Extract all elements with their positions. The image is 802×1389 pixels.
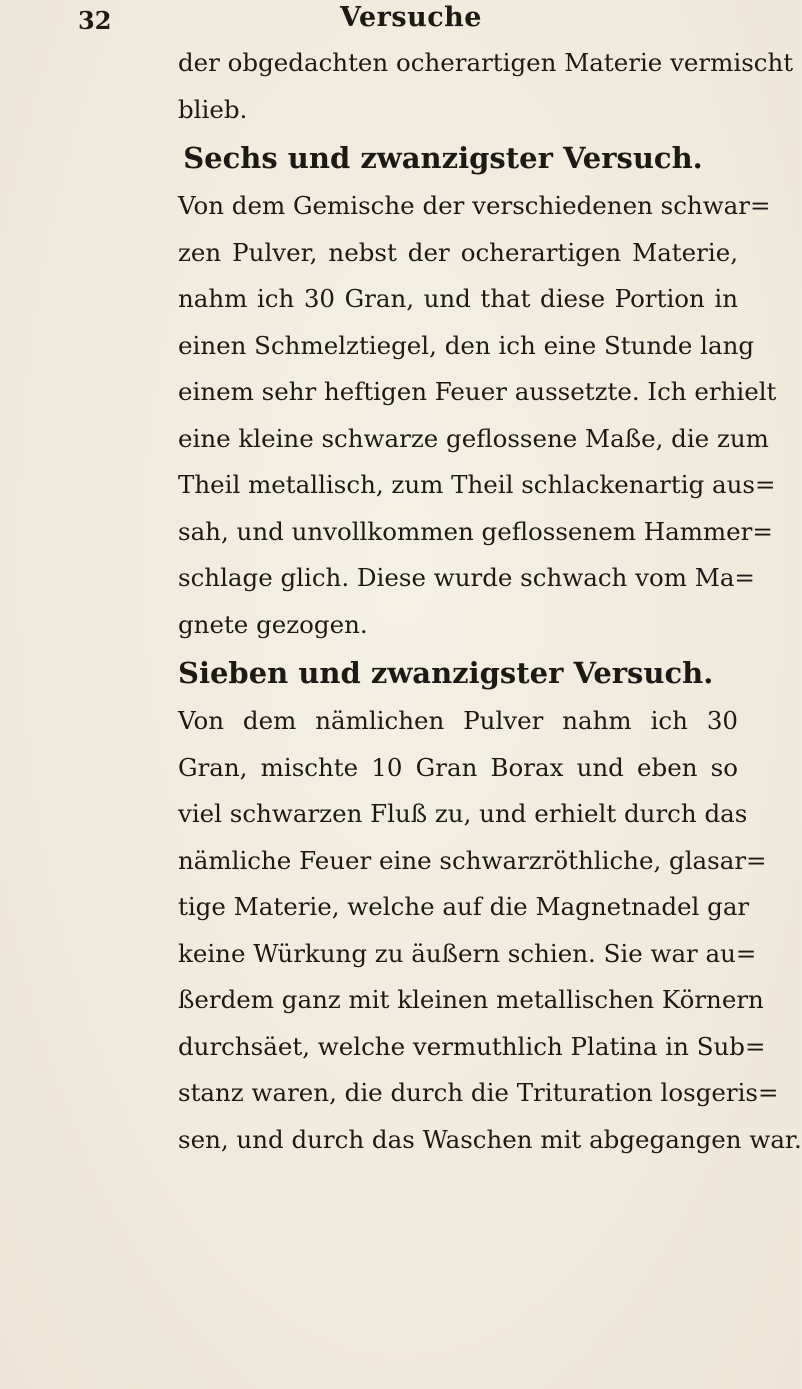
text-line: Von dem nämlichen Pulver nahm ich 30: [178, 706, 738, 735]
text-line: ßerdem ganz mit kleinen metallischen Körnern: [178, 985, 764, 1014]
text-line: einen Schmelztiegel, den ich eine Stunde lang: [178, 330, 755, 360]
text-line: tige Materie, welche auf die Magnetnadel gar: [178, 892, 750, 921]
text-line: nahm ich 30 Gran, und that diese Portion in: [178, 284, 738, 313]
section-heading-27: Sieben und zwanzigster Versuch.: [178, 656, 714, 690]
text-line: der obgedachten ocherartigen Materie vermischt: [178, 48, 794, 77]
text-line: Theil metallisch, zum Theil schlackenartig aus=: [178, 470, 776, 499]
text-line: sah, und unvollkommen geflossenem Hammer=: [178, 516, 773, 546]
text-line: schlage glich. Diese wurde schwach vom Ma=: [178, 563, 755, 592]
text-line: blieb.: [178, 94, 248, 124]
text-line: keine Würkung zu äußern schien. Sie war au=: [178, 938, 757, 968]
text-line: eine kleine schwarze geflossene Maße, die zum: [178, 423, 769, 453]
text-line: gnete gezogen.: [178, 609, 368, 639]
text-line: viel schwarzen Fluß zu, und erhielt durch das: [178, 799, 748, 828]
text-line: Von dem Gemische der verschiedenen schwar=: [178, 191, 771, 220]
section-heading-26: Sechs und zwanzigster Versuch.: [183, 141, 703, 175]
text-line: einem sehr heftigen Feuer aussetzte. Ich erhielt: [178, 377, 777, 406]
text-line: durchsäet, welche vermuthlich Platina in Sub=: [178, 1031, 766, 1061]
text-line: stanz waren, die durch die Trituration losgeris=: [178, 1078, 779, 1107]
running-head: Versuche: [340, 2, 482, 33]
text-line: sen, und durch das Waschen mit abgegangen war.: [178, 1124, 802, 1154]
body-text: [178, 40, 802, 1163]
page-number: 32: [78, 6, 112, 35]
text-line: Gran, mischte 10 Gran Borax und eben so: [178, 752, 738, 782]
text-line: zen Pulver, nebst der ocherartigen Materie,: [178, 237, 738, 267]
text-line: nämliche Feuer eine schwarzröthliche, glasar=: [178, 845, 767, 875]
